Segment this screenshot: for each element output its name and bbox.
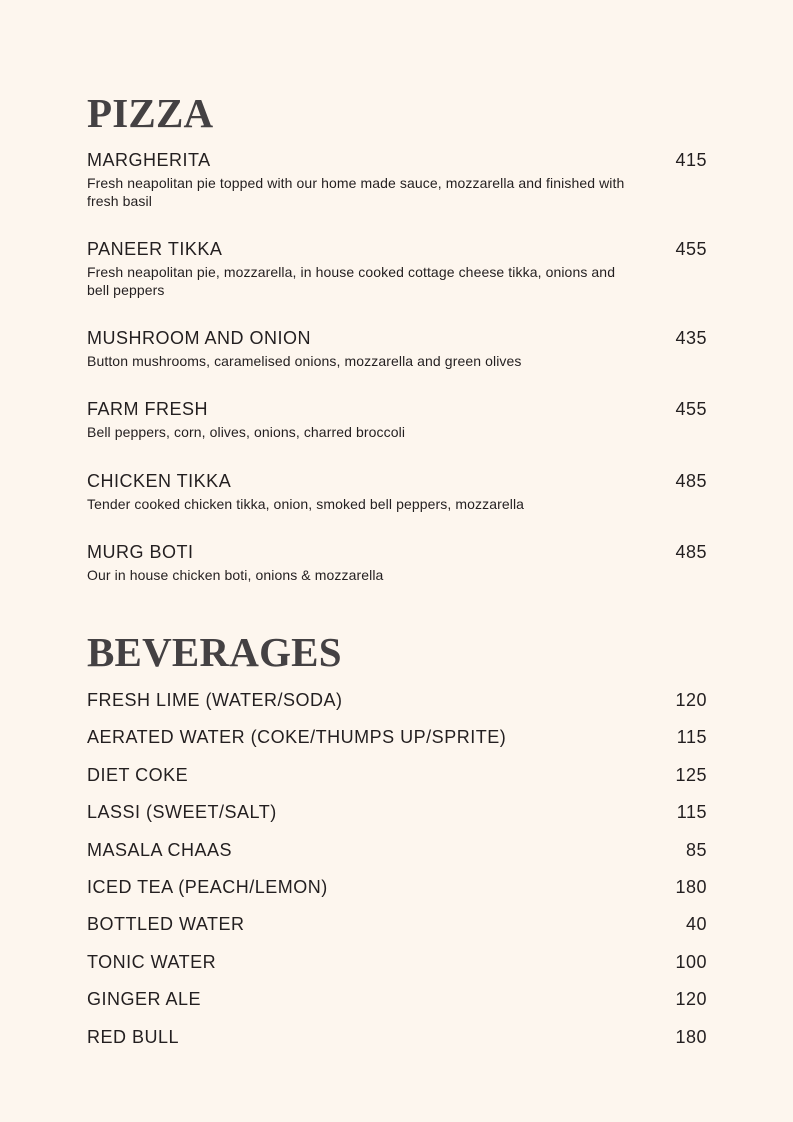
beverage-price: 100 [675, 952, 707, 972]
pizza-item-paneer-tikka [87, 239, 707, 299]
beverage-name: GINGER ALE [87, 989, 202, 1009]
pizza-item-description: Fresh neapolitan pie, mozzarella, in house cooked cottage cheese tikka, onions and bell peppers [87, 264, 616, 298]
pizza-item-price: 485 [675, 542, 707, 562]
beverage-price: 85 [685, 840, 707, 860]
beverage-price: 115 [676, 727, 707, 747]
pizza-item-price: 455 [675, 399, 707, 419]
pizza-item-mushroom-and-onion [87, 328, 707, 370]
beverage-name: LASSI (SWEET/SALT) [87, 802, 277, 822]
pizza-item-row [87, 471, 707, 491]
pizza-item-farm-fresh [87, 399, 707, 441]
pizza-item-name: MARGHERITA [87, 150, 211, 170]
pizza-item-description: Button mushrooms, caramelised onions, mozzarella and green olives [87, 353, 522, 369]
beverage-item [87, 877, 707, 897]
beverage-price: 125 [675, 765, 707, 785]
beverage-name: DIET COKE [87, 765, 189, 785]
beverage-item [87, 690, 707, 710]
pizza-item-price: 485 [675, 471, 707, 491]
pizza-item-price: 435 [675, 328, 707, 348]
pizza-item-description: Our in house chicken boti, onions & mozzarella [87, 567, 384, 583]
pizza-item-name: FARM FRESH [87, 399, 209, 419]
pizza-item-name: MUSHROOM AND ONION [87, 328, 312, 348]
beverage-price: 180 [675, 877, 707, 897]
pizza-item-chicken-tikka [87, 471, 707, 513]
beverage-price: 180 [675, 1027, 707, 1047]
beverage-name: TONIC WATER [87, 952, 217, 972]
beverage-price: 40 [685, 914, 707, 934]
pizza-item-price: 455 [675, 239, 707, 259]
pizza-item-description: Tender cooked chicken tikka, onion, smoked bell peppers, mozzarella [87, 496, 525, 512]
beverage-item [87, 802, 707, 822]
pizza-item-price: 415 [675, 150, 707, 170]
pizza-item-row [87, 399, 707, 419]
beverage-item [87, 765, 707, 785]
pizza-item-row [87, 239, 707, 259]
menu-page [87, 0, 707, 1122]
pizza-item-murg-boti [87, 542, 707, 584]
beverage-name: ICED TEA (PEACH/LEMON) [87, 877, 328, 897]
beverage-price: 120 [675, 989, 707, 1009]
beverages-section-title: BEVERAGES [87, 629, 342, 675]
beverage-item [87, 1027, 707, 1047]
pizza-item-row [87, 150, 707, 170]
beverage-name: MASALA CHAAS [87, 840, 233, 860]
beverage-item [87, 952, 707, 972]
pizza-item-name: MURG BOTI [87, 542, 194, 562]
beverage-name: RED BULL [87, 1027, 180, 1047]
pizza-section-title: PIZZA [87, 90, 214, 136]
pizza-item-name: PANEER TIKKA [87, 239, 223, 259]
pizza-item-description: Fresh neapolitan pie topped with our home made sauce, mozzarella and finished with fresh basil [87, 175, 625, 209]
pizza-item-margherita [87, 150, 707, 210]
beverage-name: FRESH LIME (WATER/SODA) [87, 690, 343, 710]
beverage-name: BOTTLED WATER [87, 914, 245, 934]
beverage-item [87, 840, 707, 860]
beverage-item [87, 914, 707, 934]
beverage-price: 115 [676, 802, 707, 822]
beverage-name: AERATED WATER (COKE/THUMPS UP/SPRITE) [87, 727, 507, 747]
beverage-item [87, 727, 707, 747]
pizza-item-description: Bell peppers, corn, olives, onions, charred broccoli [87, 424, 406, 440]
pizza-item-row [87, 542, 707, 562]
beverage-item [87, 989, 707, 1009]
pizza-item-row [87, 328, 707, 348]
pizza-item-name: CHICKEN TIKKA [87, 471, 232, 491]
beverage-price: 120 [675, 690, 707, 710]
